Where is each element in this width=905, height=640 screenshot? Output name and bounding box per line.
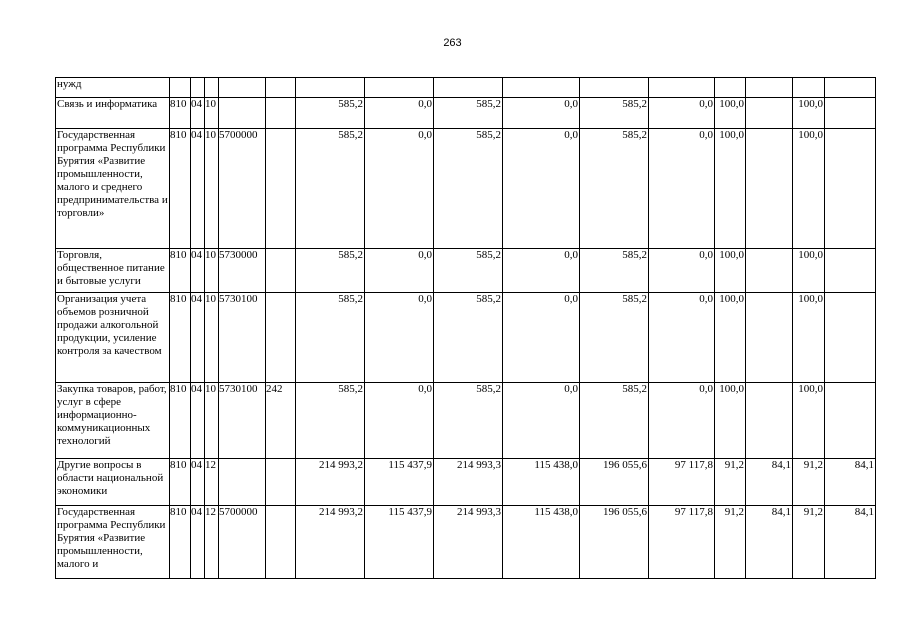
table-cell-name: Торговля, общественное питание и бытовые услуги — [56, 249, 170, 293]
table-cell-name: Организация учета объемов розничной продажи алкогольной продукции, усиление контроля за качеством — [56, 293, 170, 383]
table-cell-value-3: 214 993,3 — [434, 506, 503, 579]
table-row — [56, 129, 876, 249]
table-cell-percent-3: 100,0 — [793, 129, 825, 249]
table-cell-value-1: 214 993,2 — [296, 506, 365, 579]
table-cell-code-2: 04 — [191, 249, 205, 293]
table-cell-code-3: 10 — [205, 129, 219, 249]
table-cell-code-1: 810 — [170, 459, 191, 506]
table-cell-code-1: 810 — [170, 293, 191, 383]
table-cell-code-3: 10 — [205, 383, 219, 459]
table-cell-name: Государственная программа Республики Бурятия «Развитие промышленности, малого и — [56, 506, 170, 579]
table-cell-percent-1: 100,0 — [715, 293, 746, 383]
table-cell-percent-3: 100,0 — [793, 249, 825, 293]
table-cell-percent-1: 91,2 — [715, 459, 746, 506]
table-cell-percent-3 — [793, 78, 825, 98]
table-cell-value-5: 585,2 — [580, 129, 649, 249]
table-cell-value-4: 0,0 — [503, 129, 580, 249]
table-cell-percent-4: 84,1 — [825, 506, 876, 579]
table-cell-code-3: 12 — [205, 506, 219, 579]
table-cell-value-2: 115 437,9 — [365, 506, 434, 579]
table-cell-code-5 — [266, 506, 296, 579]
table-cell-percent-3: 100,0 — [793, 293, 825, 383]
table-cell-value-2: 0,0 — [365, 98, 434, 129]
table-cell-code-4 — [219, 98, 266, 129]
table-cell-percent-2 — [746, 98, 793, 129]
table-cell-percent-4 — [825, 249, 876, 293]
table-cell-percent-3: 100,0 — [793, 98, 825, 129]
table-cell-percent-4 — [825, 383, 876, 459]
table-cell-value-1: 585,2 — [296, 293, 365, 383]
table-cell-value-5: 585,2 — [580, 98, 649, 129]
table-cell-code-1 — [170, 78, 191, 98]
table-row — [56, 293, 876, 383]
table-cell-code-4: 5700000 — [219, 506, 266, 579]
table-cell-percent-3: 100,0 — [793, 383, 825, 459]
table-cell-code-1: 810 — [170, 506, 191, 579]
table-cell-code-5 — [266, 293, 296, 383]
table-cell-percent-3: 91,2 — [793, 506, 825, 579]
table-cell-code-2: 04 — [191, 459, 205, 506]
table-cell-code-1: 810 — [170, 383, 191, 459]
table-cell-value-3: 585,2 — [434, 98, 503, 129]
table-cell-percent-2: 84,1 — [746, 506, 793, 579]
table-cell-percent-4 — [825, 98, 876, 129]
table-cell-value-2: 0,0 — [365, 249, 434, 293]
table-cell-code-5: 242 — [266, 383, 296, 459]
table-cell-code-4: 5730100 — [219, 383, 266, 459]
table-cell-percent-1: 100,0 — [715, 129, 746, 249]
table-cell-value-4: 115 438,0 — [503, 506, 580, 579]
table-cell-code-1: 810 — [170, 129, 191, 249]
table-cell-code-4 — [219, 78, 266, 98]
table-cell-code-2: 04 — [191, 293, 205, 383]
table-row — [56, 249, 876, 293]
table-row — [56, 98, 876, 129]
table-cell-value-3 — [434, 78, 503, 98]
table-cell-name: нужд — [56, 78, 170, 98]
table-cell-value-5: 585,2 — [580, 383, 649, 459]
table-cell-value-1 — [296, 78, 365, 98]
table-cell-code-2: 04 — [191, 383, 205, 459]
table-cell-code-4: 5730100 — [219, 293, 266, 383]
table-cell-percent-1 — [715, 78, 746, 98]
table-cell-percent-4 — [825, 78, 876, 98]
table-cell-code-4: 5700000 — [219, 129, 266, 249]
table-cell-value-6: 0,0 — [649, 383, 715, 459]
table-cell-value-3: 585,2 — [434, 383, 503, 459]
table-cell-code-3: 10 — [205, 293, 219, 383]
table-cell-value-2: 0,0 — [365, 383, 434, 459]
table-cell-code-2 — [191, 78, 205, 98]
table-cell-percent-2 — [746, 78, 793, 98]
table-cell-value-1: 585,2 — [296, 129, 365, 249]
table-cell-value-4: 0,0 — [503, 249, 580, 293]
table-row — [56, 383, 876, 459]
table-row — [56, 78, 876, 98]
table-cell-value-6: 0,0 — [649, 249, 715, 293]
table-cell-percent-3: 91,2 — [793, 459, 825, 506]
table-cell-value-6: 0,0 — [649, 129, 715, 249]
table-cell-value-3: 585,2 — [434, 249, 503, 293]
table-cell-value-4: 0,0 — [503, 293, 580, 383]
table-cell-code-2: 04 — [191, 129, 205, 249]
page-number: 263 — [443, 37, 462, 49]
table-cell-code-5 — [266, 249, 296, 293]
table-cell-code-4 — [219, 459, 266, 506]
table-cell-percent-1: 100,0 — [715, 249, 746, 293]
table-row — [56, 459, 876, 506]
table-cell-value-2: 0,0 — [365, 293, 434, 383]
table-cell-percent-2: 84,1 — [746, 459, 793, 506]
table-cell-percent-2 — [746, 293, 793, 383]
table-cell-code-2: 04 — [191, 506, 205, 579]
table-cell-value-6 — [649, 78, 715, 98]
table-cell-code-5 — [266, 78, 296, 98]
table-cell-percent-1: 91,2 — [715, 506, 746, 579]
table-cell-percent-2 — [746, 249, 793, 293]
table-cell-code-3: 10 — [205, 249, 219, 293]
table-cell-code-3 — [205, 78, 219, 98]
table-cell-value-3: 585,2 — [434, 293, 503, 383]
table-row — [56, 506, 876, 579]
table-cell-value-5: 196 055,6 — [580, 506, 649, 579]
table-cell-code-4: 5730000 — [219, 249, 266, 293]
table-cell-value-4 — [503, 78, 580, 98]
table-cell-name: Другие вопросы в области национальной экономики — [56, 459, 170, 506]
table-cell-value-6: 97 117,8 — [649, 506, 715, 579]
table-cell-value-5 — [580, 78, 649, 98]
table-cell-percent-4 — [825, 293, 876, 383]
table-cell-value-3: 585,2 — [434, 129, 503, 249]
table-cell-code-3: 12 — [205, 459, 219, 506]
table-cell-code-5 — [266, 459, 296, 506]
table-cell-percent-1: 100,0 — [715, 98, 746, 129]
table-cell-code-2: 04 — [191, 98, 205, 129]
table-cell-name: Закупка товаров, работ, услуг в сфере информационно-коммуникационных технологий — [56, 383, 170, 459]
table-cell-value-5: 585,2 — [580, 293, 649, 383]
table-cell-code-1: 810 — [170, 249, 191, 293]
table-cell-value-6: 97 117,8 — [649, 459, 715, 506]
table-cell-value-5: 585,2 — [580, 249, 649, 293]
table-cell-code-1: 810 — [170, 98, 191, 129]
table-cell-value-2: 115 437,9 — [365, 459, 434, 506]
table-cell-code-5 — [266, 129, 296, 249]
table-cell-percent-1: 100,0 — [715, 383, 746, 459]
table-cell-value-5: 196 055,6 — [580, 459, 649, 506]
table-cell-value-6: 0,0 — [649, 98, 715, 129]
table-cell-value-4: 0,0 — [503, 383, 580, 459]
table-cell-name: Связь и информатика — [56, 98, 170, 129]
table-cell-value-3: 214 993,3 — [434, 459, 503, 506]
table-cell-percent-2 — [746, 129, 793, 249]
budget-table — [55, 77, 876, 579]
table-cell-code-5 — [266, 98, 296, 129]
table-cell-value-2: 0,0 — [365, 129, 434, 249]
table-cell-percent-2 — [746, 383, 793, 459]
table-cell-value-1: 585,2 — [296, 249, 365, 293]
table-cell-value-4: 0,0 — [503, 98, 580, 129]
table-cell-value-4: 115 438,0 — [503, 459, 580, 506]
table-cell-percent-4: 84,1 — [825, 459, 876, 506]
table-cell-name: Государственная программа Республики Бурятия «Развитие промышленности, малого и среднего предпринимательства и торговли» — [56, 129, 170, 249]
table-cell-value-1: 214 993,2 — [296, 459, 365, 506]
table-cell-code-3: 10 — [205, 98, 219, 129]
table-cell-value-1: 585,2 — [296, 383, 365, 459]
table-cell-value-1: 585,2 — [296, 98, 365, 129]
table-cell-percent-4 — [825, 129, 876, 249]
table-cell-value-6: 0,0 — [649, 293, 715, 383]
table-cell-value-2 — [365, 78, 434, 98]
